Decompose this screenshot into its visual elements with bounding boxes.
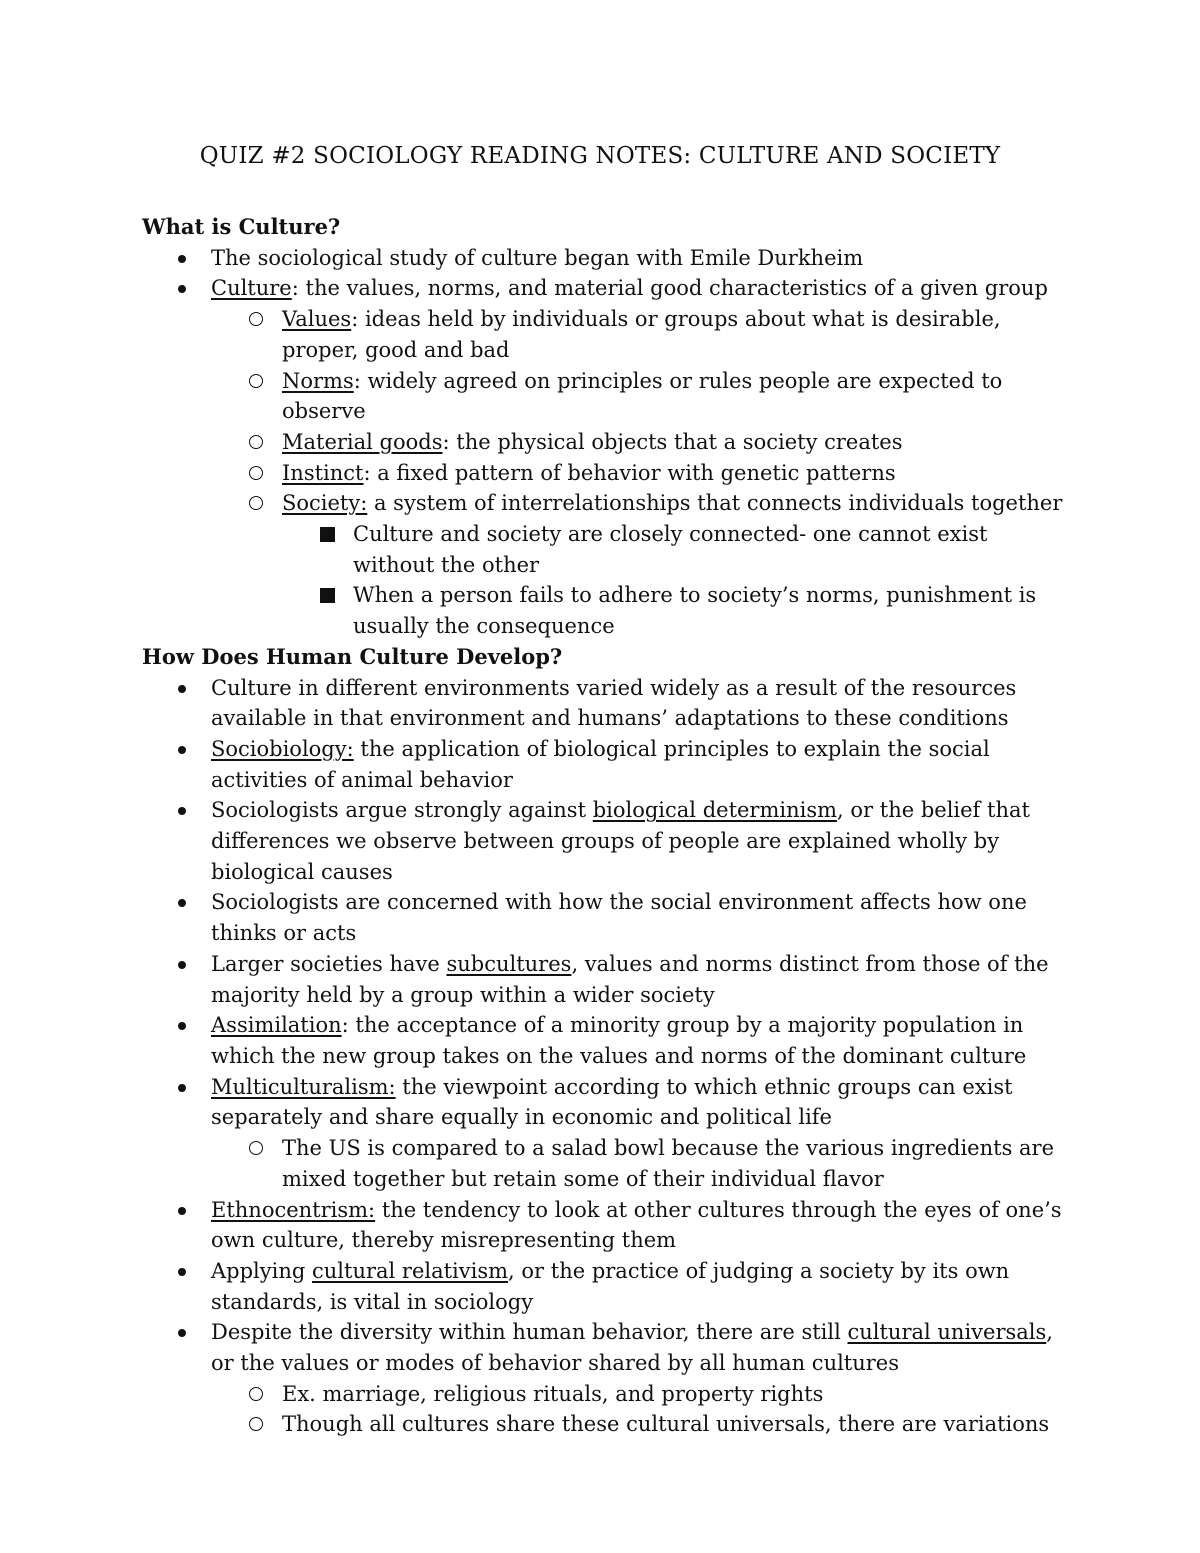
list-item-text: , or the values or modes of behavior shared by all human cultures xyxy=(211,1320,1053,1376)
list-item-text: , values and norms distinct from those of the majority held by a group within a wider society xyxy=(211,951,1049,1007)
list-item xyxy=(142,1317,1072,1378)
term-norms: Norms xyxy=(282,368,354,393)
list-item-text: : the acceptance of a minority group by a majority population in which the new group takes on the values and norms of the dominant culture xyxy=(211,1013,1027,1068)
list-item-prefix: Applying xyxy=(211,1258,312,1283)
list-item-text: The US is compared to a salad bowl because the various ingredients are mixed together but retain some of their individual flavor xyxy=(282,1136,1055,1191)
term-instinct: Instinct xyxy=(282,460,364,485)
list-item xyxy=(142,488,1072,519)
list-item-text: Ex. marriage, religious rituals, and property rights xyxy=(282,1381,824,1406)
term-assimilation: Assimilation xyxy=(211,1013,342,1038)
list-item-text: Culture and society are closely connected- one cannot exist without the other xyxy=(353,522,988,577)
list-item xyxy=(142,1256,1072,1317)
term-cultural-relativism: cultural relativism xyxy=(312,1258,509,1283)
list-item-text: Sociologists are concerned with how the social environment affects how one thinks or acts xyxy=(211,890,1027,946)
term-subcultures: subcultures xyxy=(446,951,572,976)
list-item xyxy=(142,519,1072,580)
list-item-text: , or the belief that differences we observe between groups of people are explained wholly by biological causes xyxy=(211,798,1030,884)
list-item xyxy=(142,304,1072,365)
list-item-text: : the physical objects that a society creates xyxy=(442,429,903,454)
list-item-text: , or the practice of judging a society by its own standards, is vital in sociology xyxy=(211,1258,1010,1314)
list-item xyxy=(142,949,1072,1010)
list-item xyxy=(142,1072,1072,1133)
term-sociobiology: Sociobiology: xyxy=(211,736,354,761)
list-item-text: Culture in different environments varied widely as a result of the resources available in that environment and humans’ adaptations to these conditions xyxy=(211,675,1017,731)
list-item xyxy=(142,1133,1072,1194)
list-item xyxy=(142,1010,1072,1071)
list-item xyxy=(142,673,1072,734)
term-society: Society: xyxy=(282,491,368,516)
list-item xyxy=(142,1409,1072,1440)
list-item xyxy=(142,243,1072,274)
list-item-prefix: Sociologists argue strongly against xyxy=(211,798,593,823)
list-item xyxy=(142,580,1072,641)
page-title: QUIZ #2 SOCIOLOGY READING NOTES: CULTURE AND SOCIETY xyxy=(199,143,1001,169)
list-item-text: The sociological study of culture began with Emile Durkheim xyxy=(211,245,864,270)
term-values: Values xyxy=(282,307,352,332)
term-multiculturalism: Multiculturalism: xyxy=(211,1074,396,1099)
list-item-prefix: Larger societies have xyxy=(211,951,447,976)
term-ethnocentrism: Ethnocentrism: xyxy=(211,1197,376,1222)
list-item xyxy=(142,887,1072,948)
term-biological-determinism: biological determinism xyxy=(592,798,838,823)
list-item xyxy=(142,795,1072,887)
list-item-text: : widely agreed on principles or rules people are expected to observe xyxy=(282,368,1003,424)
list-item xyxy=(142,1379,1072,1410)
list-item-text: the viewpoint according to which ethnic groups can exist separately and share equally in economic and political life xyxy=(211,1074,1013,1130)
list-item xyxy=(142,273,1072,304)
list-item-text: the tendency to look at other cultures through the eyes of one’s own culture, thereby misrepresenting them xyxy=(211,1197,1062,1253)
list-item-text: : the values, norms, and material good characteristics of a given group xyxy=(291,276,1048,301)
section-heading-what-is-culture: What is Culture? xyxy=(142,214,341,239)
section-heading-human-culture-develop: How Does Human Culture Develop? xyxy=(142,643,563,669)
list-item-text: the application of biological principles to explain the social activities of animal behavior xyxy=(211,736,990,792)
list-item-text: : ideas held by individuals or groups about what is desirable, proper, good and bad xyxy=(282,307,1001,362)
list-item-text: : a fixed pattern of behavior with genetic patterns xyxy=(363,460,896,485)
list-item xyxy=(142,366,1072,427)
list-item-text: a system of interrelationships that connects individuals together xyxy=(367,491,1063,516)
notes-body xyxy=(142,212,1072,1440)
term-material-goods: Material goods xyxy=(282,429,443,454)
term-cultural-universals: cultural universals xyxy=(847,1320,1047,1345)
list-item-text: When a person fails to adhere to society’s norms, punishment is usually the consequence xyxy=(353,583,1037,639)
list-item-text: Though all cultures share these cultural universals, there are variations xyxy=(282,1412,1050,1437)
list-item xyxy=(142,734,1072,795)
list-item xyxy=(142,427,1072,458)
list-item xyxy=(142,458,1072,489)
list-item-prefix: Despite the diversity within human behavior, there are still xyxy=(211,1320,848,1345)
term-culture: Culture xyxy=(211,276,292,301)
list-item xyxy=(142,1195,1072,1256)
